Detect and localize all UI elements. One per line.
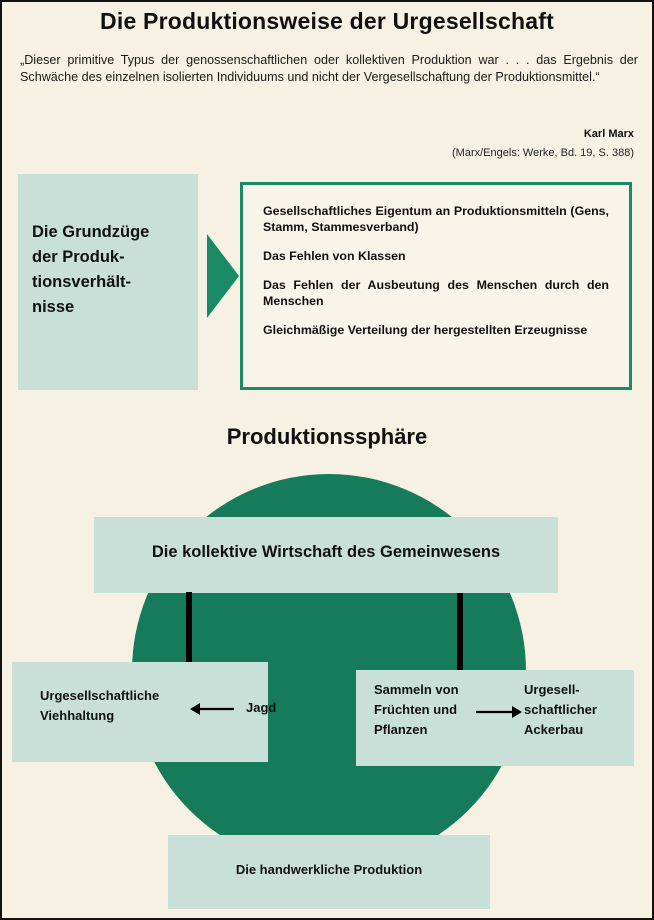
agriculture-label-line: Urgesell-	[524, 682, 580, 697]
grundzuege-label-line: Die Grundzüge	[32, 223, 150, 241]
gathering-label-line: Pflanzen	[374, 722, 428, 737]
feature-item: Gesellschaftliches Eigentum an Produktionsmitteln (Gens, Stamm, Stammesverband)	[263, 204, 609, 234]
livestock-label-line: Viehhaltung	[40, 708, 115, 723]
agriculture-label-line: Ackerbau	[524, 722, 584, 737]
gathering-label	[374, 680, 459, 740]
pointer-triangle-icon	[207, 234, 239, 318]
grundzuege-label-line: nisse	[32, 298, 75, 316]
livestock-label	[40, 686, 159, 726]
marx-quote: „Dieser primitive Typus der genossenschaftlichen oder kollektiven Produktion war . . . das Ergebnis der Schwäche des einzelnen isolierten Individuums und nicht der Vergesellschaftung der Produktionsmittel.“	[20, 53, 638, 84]
grundzuege-label	[32, 220, 182, 320]
craft-production-label: Die handwerkliche Produktion	[235, 862, 423, 877]
livestock-label-line: Urgesellschaftliche	[40, 688, 160, 703]
feature-item: Das Fehlen der Ausbeutung des Menschen durch den Menschen	[263, 278, 609, 308]
quote-source: (Marx/Engels: Werke, Bd. 19, S. 388)	[452, 147, 634, 159]
grundzuege-label-line: der Produk-	[32, 248, 125, 266]
page-title: Die Produktionsweise der Urgesellschaft	[100, 8, 554, 34]
agriculture-label	[524, 680, 597, 740]
feature-item: Gleichmäßige Verteilung der hergestellten Erzeugnisse	[263, 323, 588, 337]
hunting-label: Jagd	[246, 700, 277, 715]
collective-economy-label: Die kollektive Wirtschaft des Gemeinwesens	[151, 543, 501, 561]
arrow-left-icon	[190, 702, 234, 716]
quote-author: Karl Marx	[583, 128, 634, 140]
gathering-label-line: Sammeln von	[374, 682, 459, 697]
feature-item: Das Fehlen von Klassen	[263, 249, 406, 263]
agriculture-label-line: schaftlicher	[524, 702, 597, 717]
grundzuege-label-line: tionsverhält-	[32, 273, 132, 291]
connector-line-left	[186, 592, 192, 664]
features-box	[240, 182, 632, 390]
arrow-right-icon	[476, 705, 522, 719]
connector-line-right	[457, 593, 463, 670]
gathering-label-line: Früchten und	[374, 702, 458, 717]
sphere-title: Produktionssphäre	[226, 424, 428, 449]
